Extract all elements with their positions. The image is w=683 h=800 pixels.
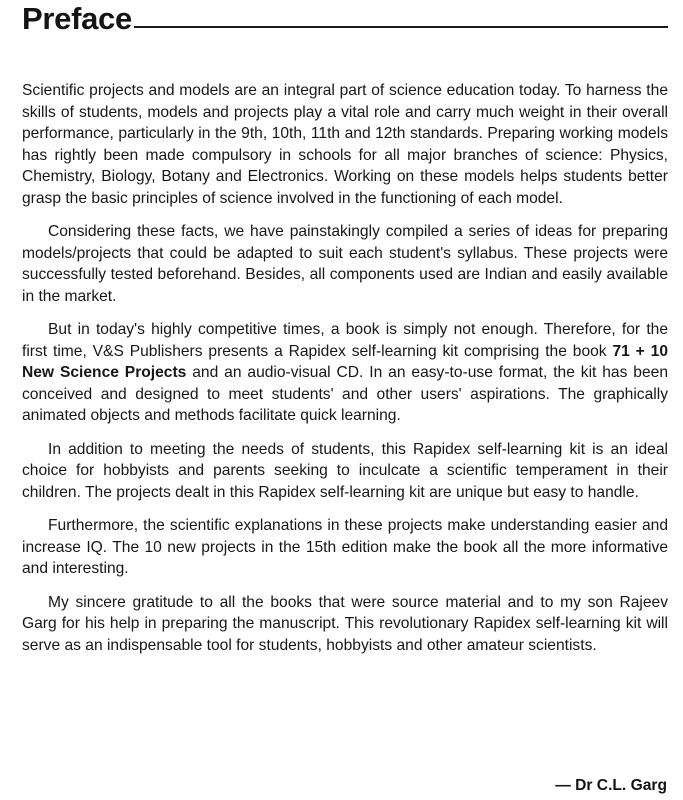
paragraph-3-after: and an audio-visual CD. In an easy-to-use format, the kit has been conceived and designed to meet students' and other users' aspirations. The graphically animated objects and methods facilitate quick learning. (22, 364, 668, 424)
paragraph-3-before: But in today's highly competitive times, a book is simply not enough. Therefore, for the first time, V&S Publishers presents a Rapidex self-learning kit comprising the book (22, 321, 668, 360)
paragraph-1: Scientific projects and models are an integral part of science education today. To harness the skills of students, models and projects play a vital role and carry much weight in their overall performance, particularly in the 9th, 10th, 11th and 12th standards. Preparing working models has rightly been made compulsory in schools for all major branches of science: Physics, Chemistry, Biology, Botany and Electronics. Working on these models helps students better grasp the basic principles of science involved in the functioning of each model. (22, 82, 668, 207)
paragraph-3 (22, 319, 668, 427)
title-row (22, 0, 668, 34)
preface-body (22, 80, 668, 668)
paragraph-2: Considering these facts, we have painstakingly compiled a series of ideas for preparing models/projects that could be adapted to suit each student's syllabus. These projects were successfully tested beforehand. Besides, all components used are Indian and easily available in the market. (22, 223, 668, 305)
paragraph-5: Furthermore, the scientific explanations in these projects make understanding easier and increase IQ. The 10 new projects in the 15th edition make the book all the more informative and interesting. (22, 517, 668, 577)
book-title-bold: 71 + 10 New Science Projects (22, 342, 669, 381)
author-signature: — Dr C.L. Garg (555, 777, 667, 794)
paragraph-4: In addition to meeting the needs of students, this Rapidex self-learning kit is an ideal choice for hobbyists and parents seeking to inculcate a scientific temperament in their children. The projects dealt in this Rapidex self-learning kit are unique but easy to handle. (22, 440, 668, 501)
title-underline-rule (134, 26, 668, 28)
paragraph-6: My sincere gratitude to all the books that were source material and to my son Rajeev Garg for his help in preparing the manuscript. This revolutionary Rapidex self-learning kit will serve as an indispensable tool for students, hobbyists and other amateur scientists. (22, 593, 668, 654)
page-title: Preface (22, 1, 132, 36)
